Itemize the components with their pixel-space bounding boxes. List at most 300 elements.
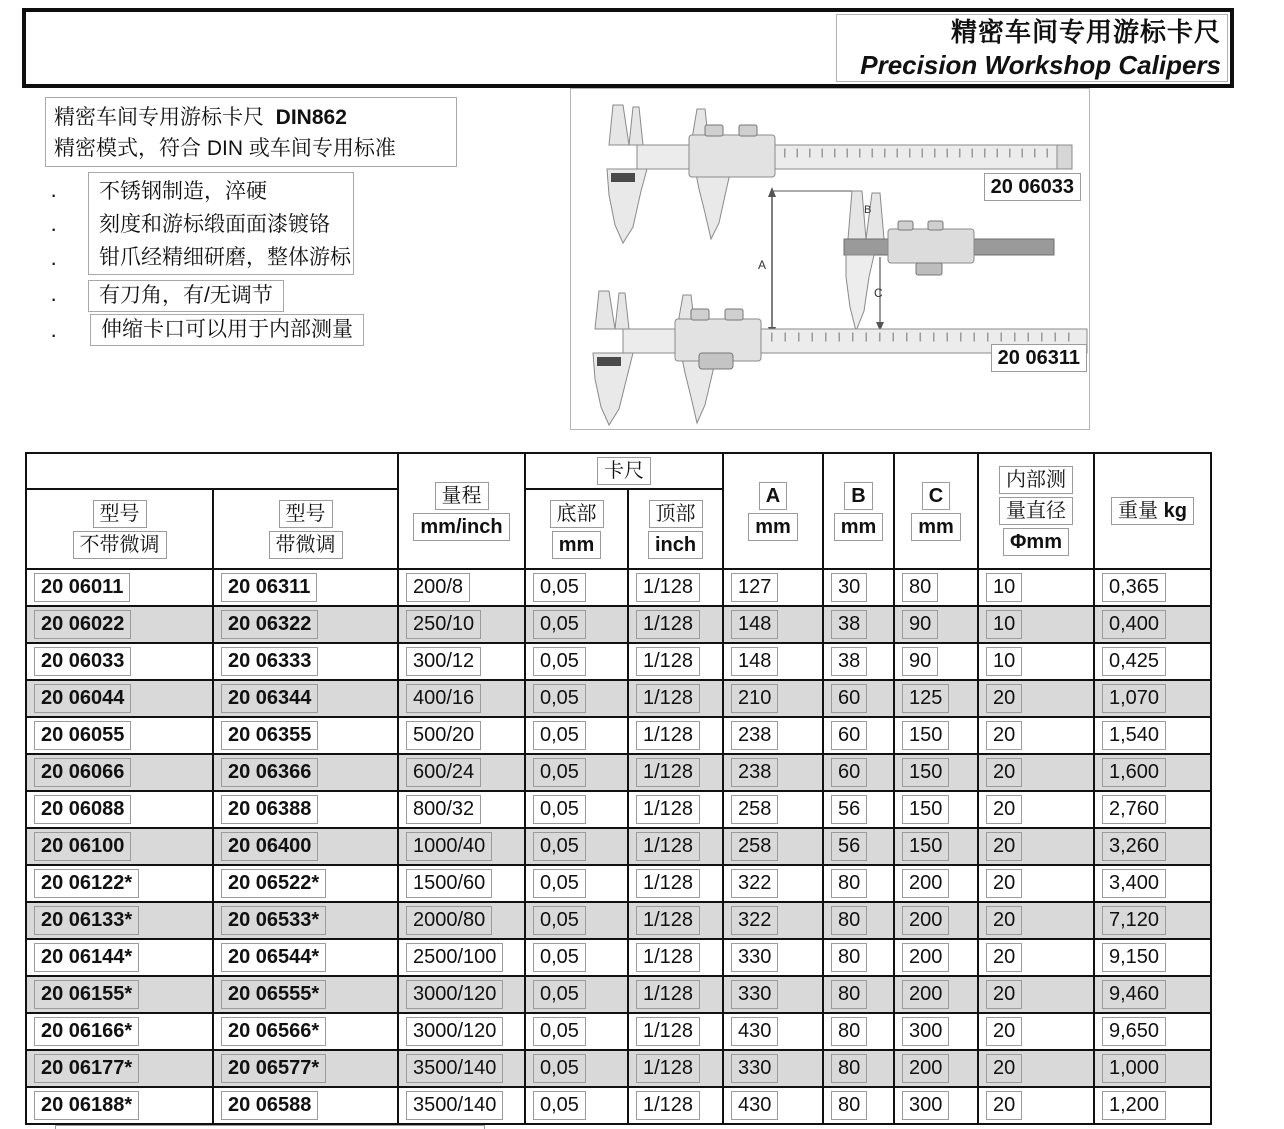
cell-value: 238 [731,721,778,750]
bullet-dot: · [50,182,58,207]
cell-top_inch [628,1013,723,1050]
spec-table-body [26,569,1211,1124]
cell-value: 0,05 [533,795,586,824]
cell-b_mm [823,828,894,865]
cell-weight_kg [1094,717,1211,754]
cell-value: 20 [986,906,1022,935]
cell-value: 20 06133* [34,906,139,935]
cell-range [398,976,525,1013]
cell-value: 56 [831,795,867,824]
cell-bottom_mm [525,643,628,680]
cell-value: 0,05 [533,869,586,898]
cell-b_mm [823,606,894,643]
cell-value: 300 [902,1091,949,1120]
cell-value: 20 [986,1017,1022,1046]
cell-value: 80 [831,943,867,972]
cell-value: 20 06533* [221,906,326,935]
cell-value: 1/128 [636,832,700,861]
cell-value: 0,400 [1102,610,1166,639]
cell-value: 20 06122* [34,869,139,898]
cell-value: 7,120 [1102,906,1166,935]
cell-bottom_mm [525,717,628,754]
cell-value: 10 [986,573,1022,602]
header-empty [26,453,398,489]
cell-range [398,865,525,902]
cell-value: 3,260 [1102,832,1166,861]
cell-value: 1/128 [636,647,700,676]
cell-bottom_mm [525,791,628,828]
cell-value: 9,650 [1102,1017,1166,1046]
header-dim-a: A mm [723,453,823,569]
cell-value: 1,600 [1102,758,1166,787]
brand-mark [611,173,635,182]
cell-value: 20 06188* [34,1091,139,1120]
cell-model_fine [213,680,398,717]
cell-value: 1/128 [636,1017,700,1046]
cell-range [398,606,525,643]
cell-value: 80 [831,1054,867,1083]
cell-value: 1/128 [636,1091,700,1120]
cell-value: 1,070 [1102,684,1166,713]
cell-range [398,643,525,680]
cell-value: 20 06588 [221,1091,318,1120]
cell-model_plain [26,902,213,939]
cell-weight_kg [1094,976,1211,1013]
cell-a_mm [723,828,823,865]
table-row [26,680,1211,717]
cell-value: 300 [902,1017,949,1046]
cell-value: 1/128 [636,906,700,935]
cell-model_plain [26,1013,213,1050]
cell-value: 2000/80 [406,906,492,935]
cell-value: 1/128 [636,684,700,713]
cell-c_mm [894,643,978,680]
cell-value: 80 [831,980,867,1009]
header-caliper-bottom: 底部 mm [525,489,628,569]
cell-value: 148 [731,610,778,639]
cell-value: 20 [986,684,1022,713]
cell-value: 90 [902,610,938,639]
cell-value: 20 [986,1091,1022,1120]
cell-value: 20 06566* [221,1017,326,1046]
cell-value: 56 [831,832,867,861]
cell-value: 3000/120 [406,1017,503,1046]
cell-top_inch [628,791,723,828]
cell-value: 200 [902,943,949,972]
cell-c_mm [894,1087,978,1124]
cell-c_mm [894,606,978,643]
cell-model_fine [213,754,398,791]
cell-value: 322 [731,906,778,935]
cell-value: 20 06544* [221,943,326,972]
product-figures-panel [570,88,1090,430]
cell-model_fine [213,1050,398,1087]
dim-label-b: B [864,204,872,216]
cell-value: 10 [986,610,1022,639]
header-inner-dia: 内部测 量直径 Φmm [978,453,1094,569]
cell-range [398,1050,525,1087]
cell-c_mm [894,569,978,606]
cell-a_mm [723,976,823,1013]
cell-c_mm [894,1013,978,1050]
cell-top_inch [628,976,723,1013]
cell-weight_kg [1094,939,1211,976]
cell-a_mm [723,643,823,680]
cell-value: 20 [986,721,1022,750]
cell-value: 20 06144* [34,943,139,972]
cell-range [398,939,525,976]
cell-value: 30 [831,573,867,602]
cell-value: 3000/120 [406,980,503,1009]
cell-inner_dia [978,717,1094,754]
spec-table [25,452,1212,1125]
table-row [26,569,1211,606]
cell-value: 60 [831,684,867,713]
cell-value: 150 [902,795,949,824]
cell-value: 20 06100 [34,832,131,861]
page-title-en: Precision Workshop Calipers [860,50,1221,80]
banner-title-box [836,14,1228,82]
cell-b_mm [823,717,894,754]
cell-value: 1/128 [636,795,700,824]
cell-model_fine [213,939,398,976]
cell-b_mm [823,865,894,902]
cell-value: 20 [986,1054,1022,1083]
cell-value: 20 [986,980,1022,1009]
cell-c_mm [894,976,978,1013]
feature-item: 不锈钢制造，淬硬 [99,180,267,203]
din-standard-code: DIN862 [275,106,347,129]
cell-a_mm [723,1087,823,1124]
cell-a_mm [723,717,823,754]
cell-value: 0,05 [533,684,586,713]
cell-value: 10 [986,647,1022,676]
table-row [26,754,1211,791]
cell-value: 0,05 [533,943,586,972]
header-dim-c: C mm [894,453,978,569]
cell-value: 20 06344 [221,684,318,713]
cell-weight_kg [1094,865,1211,902]
cell-value: 1,000 [1102,1054,1166,1083]
table-row [26,939,1211,976]
cell-bottom_mm [525,976,628,1013]
cell-value: 80 [902,573,938,602]
cell-inner_dia [978,606,1094,643]
table-row [26,976,1211,1013]
cell-range [398,569,525,606]
feature-box-4 [88,280,284,312]
cutoff-footnote-box [55,1125,485,1129]
cell-value: 3,400 [1102,869,1166,898]
cell-weight_kg [1094,1050,1211,1087]
cell-model_fine [213,865,398,902]
cell-value: 80 [831,1017,867,1046]
brand-mark [597,357,621,366]
cell-value: 20 06011 [34,573,130,602]
cell-c_mm [894,828,978,865]
header-weight: 重量 kg [1094,453,1211,569]
feature-group-box [88,172,354,275]
cell-value: 600/24 [406,758,481,787]
cell-top_inch [628,680,723,717]
cell-inner_dia [978,643,1094,680]
header-dim-b: B mm [823,453,894,569]
table-row [26,1013,1211,1050]
cell-weight_kg [1094,902,1211,939]
cell-value: 0,05 [533,980,586,1009]
cell-top_inch [628,902,723,939]
cell-model_plain [26,828,213,865]
cell-model_fine [213,1087,398,1124]
cell-value: 1/128 [636,610,700,639]
cell-a_mm [723,1013,823,1050]
cell-value: 80 [831,906,867,935]
cell-value: 9,150 [1102,943,1166,972]
cell-c_mm [894,791,978,828]
cell-value: 430 [731,1017,778,1046]
cell-a_mm [723,902,823,939]
cell-value: 322 [731,869,778,898]
cell-value: 20 06166* [34,1017,139,1046]
cell-bottom_mm [525,939,628,976]
cell-model_plain [26,606,213,643]
cell-weight_kg [1094,569,1211,606]
feature-box-5 [90,314,364,346]
cell-b_mm [823,902,894,939]
table-row [26,791,1211,828]
cell-inner_dia [978,1013,1094,1050]
cell-value: 38 [831,610,867,639]
cell-b_mm [823,680,894,717]
cell-value: 20 06333 [221,647,318,676]
table-row [26,1087,1211,1124]
cell-a_mm [723,754,823,791]
cell-model_fine [213,902,398,939]
cell-b_mm [823,1087,894,1124]
cell-inner_dia [978,976,1094,1013]
cell-inner_dia [978,680,1094,717]
cell-value: 1/128 [636,721,700,750]
cell-weight_kg [1094,606,1211,643]
cell-a_mm [723,569,823,606]
cell-value: 800/32 [406,795,481,824]
cell-value: 20 06322 [221,610,318,639]
cell-model_plain [26,939,213,976]
cell-value: 200 [902,980,949,1009]
cell-value: 258 [731,832,778,861]
cell-a_mm [723,1050,823,1087]
cell-value: 1/128 [636,980,700,1009]
cell-value: 0,05 [533,610,586,639]
cell-range [398,828,525,865]
cell-bottom_mm [525,902,628,939]
cell-a_mm [723,939,823,976]
cell-model_plain [26,569,213,606]
cell-value: 0,365 [1102,573,1166,602]
cell-a_mm [723,791,823,828]
cell-b_mm [823,1013,894,1050]
cell-value: 1/128 [636,943,700,972]
bullet-dot: · [50,286,58,311]
cell-value: 20 06055 [34,721,131,750]
dim-label-c: C [874,286,883,300]
header-model-fine: 型号 带微调 [213,489,398,569]
cell-inner_dia [978,939,1094,976]
cell-value: 20 06311 [221,573,317,602]
figure-model-label-top: 20 06033 [984,173,1081,201]
cell-c_mm [894,865,978,902]
cell-bottom_mm [525,1013,628,1050]
cell-b_mm [823,754,894,791]
cell-value: 20 06400 [221,832,318,861]
table-row [26,606,1211,643]
table-row [26,902,1211,939]
cell-inner_dia [978,791,1094,828]
cell-model_fine [213,791,398,828]
cell-bottom_mm [525,828,628,865]
cell-value: 150 [902,721,949,750]
intro-title-zh: 精密车间专用游标卡尺 [54,106,264,129]
cell-c_mm [894,902,978,939]
cell-inner_dia [978,865,1094,902]
cell-value: 20 06555* [221,980,326,1009]
cell-range [398,1087,525,1124]
intro-line-1 [54,102,448,133]
cell-model_fine [213,606,398,643]
cell-value: 20 [986,758,1022,787]
cell-value: 20 06177* [34,1054,139,1083]
figure-model-label-bottom: 20 06311 [991,344,1087,372]
cell-b_mm [823,976,894,1013]
cell-top_inch [628,939,723,976]
cell-value: 20 06066 [34,758,131,787]
cell-value: 0,05 [533,832,586,861]
cell-c_mm [894,1050,978,1087]
table-row [26,828,1211,865]
cell-value: 330 [731,980,778,1009]
cell-value: 20 [986,832,1022,861]
cell-a_mm [723,606,823,643]
cell-value: 0,05 [533,573,586,602]
cell-model_fine [213,828,398,865]
cell-value: 20 06155* [34,980,139,1009]
cell-value: 20 06088 [34,795,131,824]
cell-value: 1/128 [636,869,700,898]
cell-value: 9,460 [1102,980,1166,1009]
cell-value: 200 [902,1054,949,1083]
header-caliper-group: 卡尺 [525,453,723,489]
cell-model_plain [26,680,213,717]
cell-value: 90 [902,647,938,676]
bullet-dot: · [50,322,58,347]
cell-c_mm [894,717,978,754]
cell-bottom_mm [525,1050,628,1087]
cell-value: 20 06388 [221,795,318,824]
cell-b_mm [823,569,894,606]
cell-value: 0,05 [533,906,586,935]
cell-a_mm [723,865,823,902]
feature-item: 伸缩卡口可以用于内部测量 [101,318,353,341]
cell-inner_dia [978,1050,1094,1087]
cell-value: 1/128 [636,1054,700,1083]
cell-range [398,680,525,717]
cell-value: 1/128 [636,758,700,787]
cell-weight_kg [1094,754,1211,791]
cell-value: 0,05 [533,1017,586,1046]
cell-top_inch [628,754,723,791]
cell-a_mm [723,680,823,717]
cell-top_inch [628,643,723,680]
cell-weight_kg [1094,828,1211,865]
cell-value: 330 [731,943,778,972]
cell-value: 0,05 [533,758,586,787]
feature-item: 刻度和游标缎面面漆镀铬 [99,213,330,236]
cell-top_inch [628,717,723,754]
cell-value: 60 [831,721,867,750]
cell-range [398,717,525,754]
cell-b_mm [823,1050,894,1087]
table-row [26,1050,1211,1087]
cell-bottom_mm [525,680,628,717]
cell-value: 20 [986,943,1022,972]
cell-value: 300/12 [406,647,481,676]
cell-value: 0,05 [533,647,586,676]
cell-range [398,754,525,791]
cell-value: 20 06044 [34,684,131,713]
cell-value: 330 [731,1054,778,1083]
page-title-zh: 精密车间专用游标卡尺 [950,17,1221,47]
cell-value: 3500/140 [406,1054,503,1083]
cell-c_mm [894,939,978,976]
cell-value: 258 [731,795,778,824]
cell-value: 20 06033 [34,647,131,676]
cell-inner_dia [978,569,1094,606]
cell-bottom_mm [525,754,628,791]
cell-value: 200/8 [406,573,470,602]
cell-top_inch [628,1087,723,1124]
cell-model_plain [26,791,213,828]
cell-value: 20 06022 [34,610,131,639]
intro-line-2: 精密模式，符合 DIN 或车间专用标准 [54,137,396,160]
bullet-dot: · [50,250,58,275]
cell-model_fine [213,976,398,1013]
cell-weight_kg [1094,680,1211,717]
cell-value: 127 [731,573,778,602]
cell-b_mm [823,791,894,828]
cell-value: 200 [902,869,949,898]
cell-model_fine [213,1013,398,1050]
cell-value: 0,05 [533,721,586,750]
cell-value: 148 [731,647,778,676]
cell-inner_dia [978,902,1094,939]
header-caliper-top: 顶部 inch [628,489,723,569]
cell-value: 238 [731,758,778,787]
cell-model_fine [213,569,398,606]
cell-top_inch [628,606,723,643]
bullet-dot: · [50,216,58,241]
cell-value: 1/128 [636,573,700,602]
page-banner [22,8,1234,88]
cell-value: 80 [831,869,867,898]
cell-value: 20 [986,869,1022,898]
intro-box [45,97,457,167]
cell-weight_kg [1094,1087,1211,1124]
cell-value: 20 06577* [221,1054,326,1083]
cell-range [398,791,525,828]
cell-weight_kg [1094,1013,1211,1050]
cell-model_plain [26,976,213,1013]
cell-bottom_mm [525,606,628,643]
